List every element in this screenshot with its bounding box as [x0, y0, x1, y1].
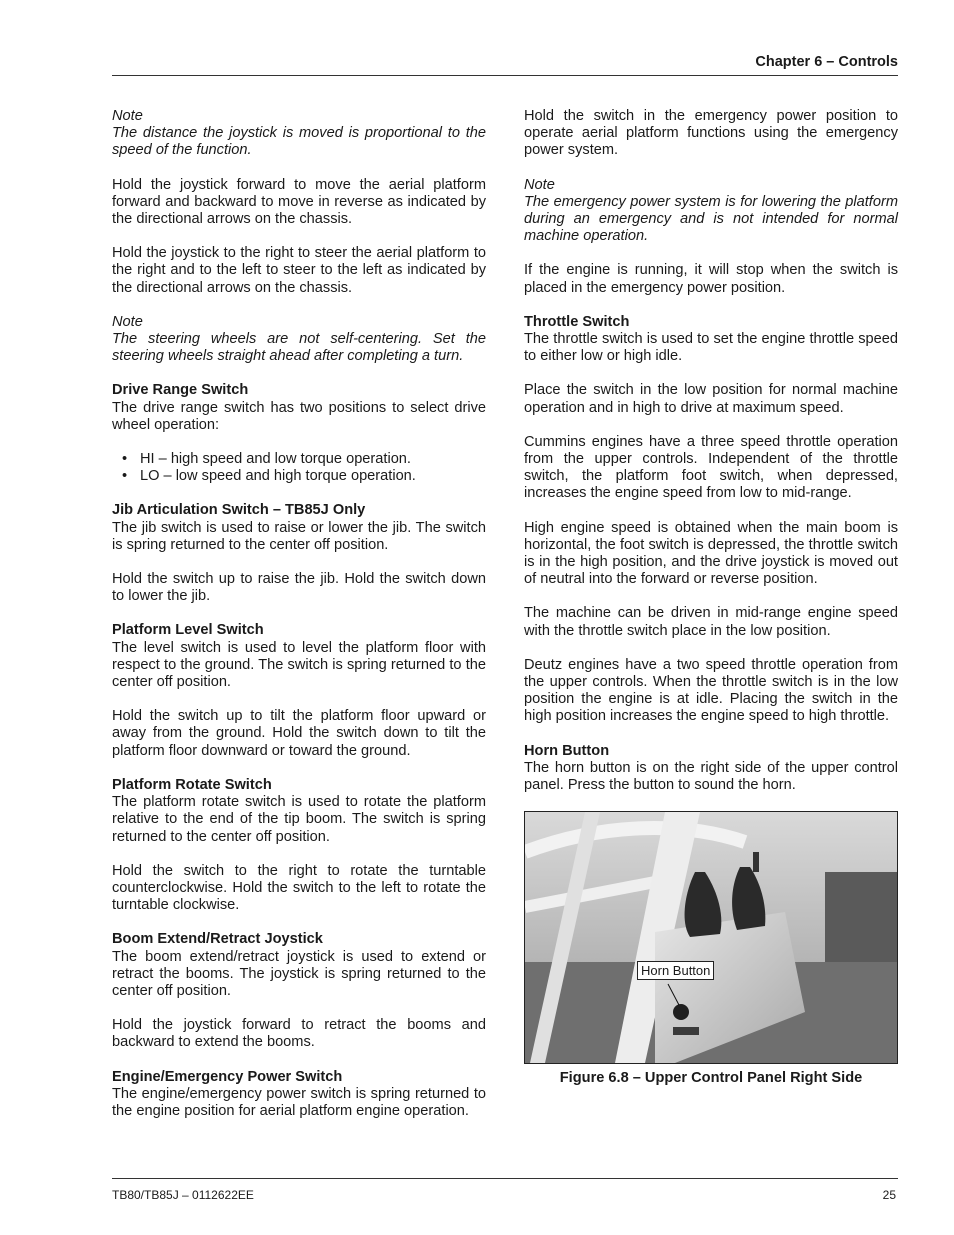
note-label: Note [112, 313, 143, 330]
paragraph: High engine speed is obtained when the main boom is horizontal, the foot switch is depressed, the throttle switch is in the high position, and the drive joystick is moved out of neutral into the forward or reverse position. [524, 519, 898, 588]
paragraph: The boom extend/retract joystick is used to extend or retract the booms. The joystick is spring returned to the center off position. [112, 948, 486, 999]
section-heading-boom-joystick: Boom Extend/Retract Joystick [112, 931, 323, 948]
note-text: The distance the joystick is moved is proportional to the speed of the function. [112, 125, 486, 159]
paragraph: The level switch is used to level the platform floor with respect to the ground. The switch is spring returned to the center off position. [112, 639, 486, 691]
footer-rule [112, 1178, 898, 1179]
paragraph: The jib switch is used to raise or lower the jib. The switch is spring returned to the center off position. [112, 519, 486, 553]
note-label: Note [524, 176, 555, 193]
section-heading-throttle: Throttle Switch [524, 313, 630, 330]
note-text: The emergency power system is for lowering the platform during an emergency and is not intended for normal machine operation. [524, 193, 898, 245]
paragraph: The platform rotate switch is used to rotate the platform relative to the end of the tip boom. The switch is spring returned to the center off position. [112, 794, 486, 845]
paragraph: Hold the switch in the emergency power position to operate aerial platform functions using the emergency power system. [524, 108, 898, 159]
section-heading-jib: Jib Articulation Switch – TB85J Only [112, 502, 366, 519]
left-column [112, 108, 486, 1137]
section-heading-engine-emergency: Engine/Emergency Power Switch [112, 1068, 343, 1085]
section-heading-horn: Horn Button [524, 742, 610, 759]
note-label: Note [112, 108, 143, 124]
paragraph: Hold the switch to the right to rotate the turntable counterclockwise. Hold the switch to the left to rotate the turntable clockwise. [112, 862, 486, 914]
paragraph: The horn button is on the right side of the upper control panel. Press the button to sound the horn. [524, 759, 898, 794]
paragraph: Deutz engines have a two speed throttle operation from the upper controls. When the throttle switch is in the low position the engine is at idle. Placing the switch in the high position increases the engine speed to high throttle. [524, 656, 898, 725]
paragraph: The engine/emergency power switch is spring returned to the engine position for aerial platform engine operation. [112, 1085, 486, 1119]
list-item: • HI – high speed and low torque operation. [112, 451, 486, 468]
paragraph: Hold the joystick to the right to steer the aerial platform to the right and to the left to steer to the left as indicated by the directional arrows on the chassis. [112, 245, 486, 296]
header-rule [112, 75, 898, 76]
note-text: The steering wheels are not self-centering. Set the steering wheels straight ahead after completing a turn. [112, 331, 486, 365]
control-panel-photo [524, 811, 898, 1064]
right-column [524, 108, 898, 1088]
page-number: 25 [882, 1188, 896, 1202]
paragraph: If the engine is running, it will stop when the switch is placed in the emergency power position. [524, 262, 898, 296]
paragraph: Hold the joystick forward to move the aerial platform forward and backward to move in reverse as indicated by the directional arrows on the chassis. [112, 176, 486, 228]
chapter-title: Chapter 6 – Controls [755, 54, 898, 70]
paragraph: The machine can be driven in mid-range engine speed with the throttle switch place in the low position. [524, 605, 898, 639]
figure-caption: Figure 6.8 – Upper Control Panel Right Side [559, 1070, 863, 1087]
photo-illustration [525, 812, 897, 1063]
drive-range-list [112, 451, 486, 485]
paragraph: Hold the switch up to tilt the platform floor upward or away from the ground. Hold the switch down to tilt the platform floor downward or toward the ground. [112, 708, 486, 759]
document-id: TB80/TB85J – 0112622EE [112, 1188, 254, 1202]
section-heading-platform-level: Platform Level Switch [112, 622, 264, 639]
paragraph: Hold the switch up to raise the jib. Hold the switch down to lower the jib. [112, 571, 486, 605]
paragraph: Place the switch in the low position for normal machine operation and in high to drive at maximum speed. [524, 382, 898, 416]
section-heading-platform-rotate: Platform Rotate Switch [112, 776, 272, 793]
list-item: • LO – low speed and high torque operation. [112, 468, 486, 485]
paragraph: The drive range switch has two positions to select drive wheel operation: [112, 399, 486, 433]
section-heading-drive-range: Drive Range Switch [112, 382, 249, 399]
paragraph: Cummins engines have a three speed throttle operation from the upper controls. Independent of the throttle switch, the platform foot switch, when depressed, increases the engine speed from low to mid-range. [524, 433, 898, 502]
horn-button-callout: Horn Button [637, 961, 714, 980]
paragraph: The throttle switch is used to set the engine throttle speed to either low or high idle. [524, 331, 898, 365]
paragraph: Hold the joystick forward to retract the booms and backward to extend the booms. [112, 1017, 486, 1051]
